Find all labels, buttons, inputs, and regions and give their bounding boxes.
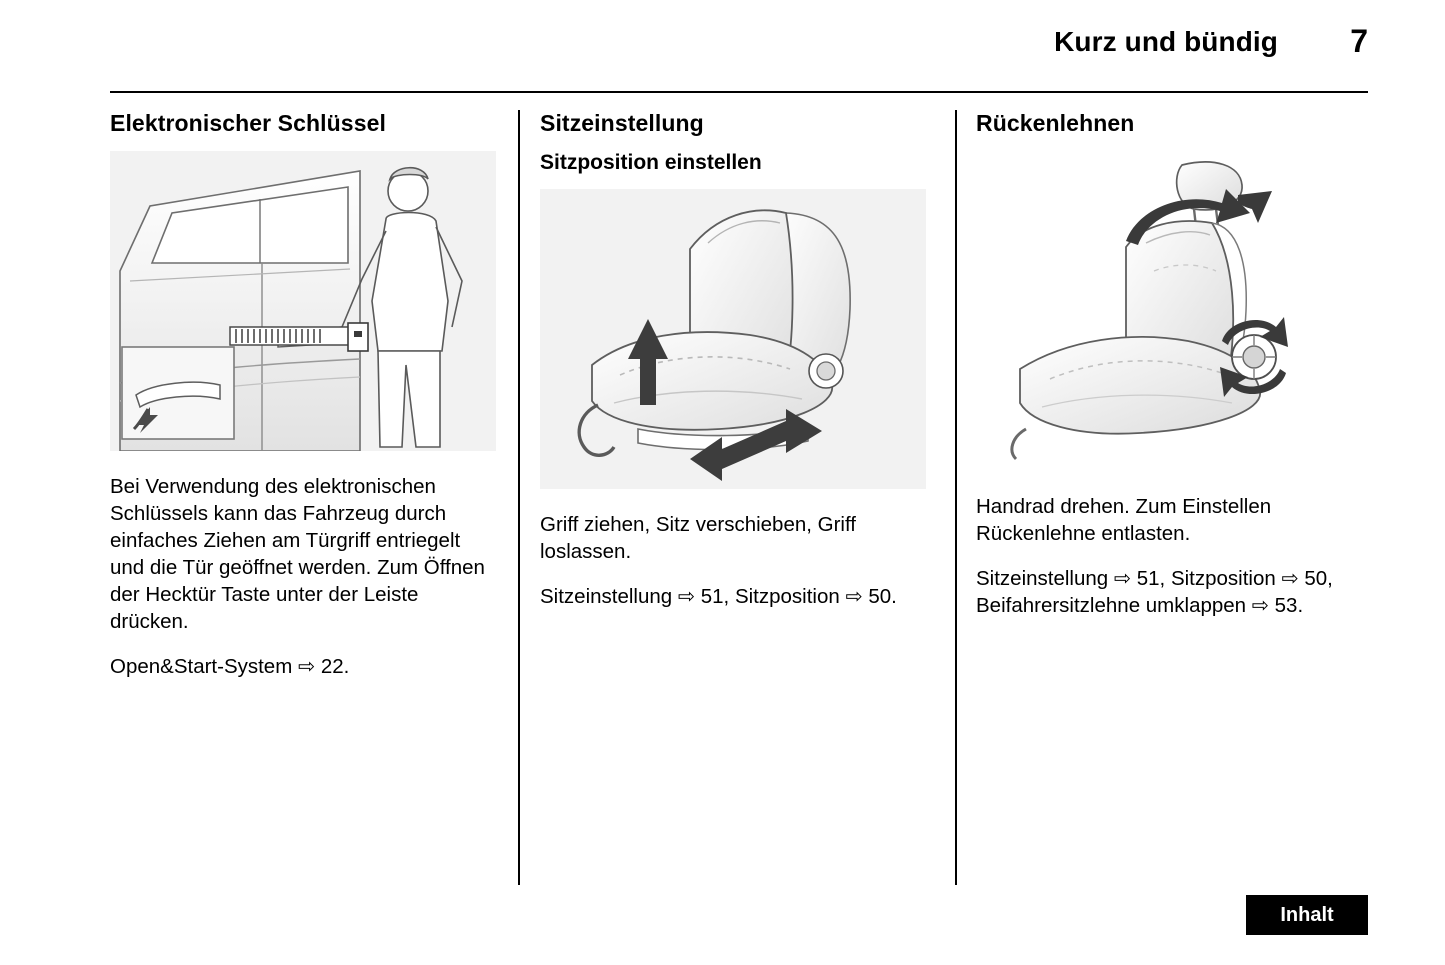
- section-title-2: Sitzeinstellung: [540, 110, 704, 136]
- column-rueckenlehnen: [976, 110, 1362, 885]
- page-title: Kurz und bündig: [1054, 26, 1278, 57]
- column-sitzeinstellung: [540, 110, 926, 885]
- paragraph-1-2: Open&Start-System ⇨ 22.: [110, 655, 350, 679]
- page-number: 7: [1350, 23, 1368, 59]
- paragraph-2-2: Sitzeinstellung ⇨ 51, Sitzposition ⇨ 50.: [540, 585, 897, 609]
- header-divider: [110, 91, 1368, 93]
- paragraph-3-1: Handrad drehen. Zum Einstellen Rückenlehne entlasten.: [976, 495, 1272, 546]
- subsection-title-2: Sitzposition einstellen: [540, 151, 762, 174]
- content-columns: [110, 110, 1368, 885]
- inhalt-button[interactable]: Inhalt: [1246, 895, 1368, 935]
- seat-position-adjust-illustration: [540, 189, 926, 489]
- paragraph-1-1: Bei Verwendung des elektronischen Schlüssels kann das Fahrzeug durch einfaches Ziehen am Türgriff entriegelt und die Tür geöffnet werden. Zum Öffnen der Hecktür Taste unter der Leiste drücken.: [110, 475, 485, 634]
- section-title-3: Rückenlehnen: [976, 110, 1135, 136]
- column-divider-2: [955, 110, 957, 885]
- seat-backrest-handwheel-illustration: [976, 151, 1362, 471]
- page-header: [110, 23, 1368, 86]
- paragraph-3-2: Sitzeinstellung ⇨ 51, Sitzposition ⇨ 50, Beifahrersitzlehne umklappen ⇨ 53.: [976, 567, 1333, 618]
- section-title-1: Elektronischer Schlüssel: [110, 110, 386, 136]
- column-elektronischer-schluessel: [110, 110, 496, 885]
- column-divider-1: [518, 110, 520, 885]
- paragraph-2-1: Griff ziehen, Sitz verschieben, Griff loslassen.: [540, 513, 856, 564]
- door-handle-electronic-key-illustration: [110, 151, 496, 451]
